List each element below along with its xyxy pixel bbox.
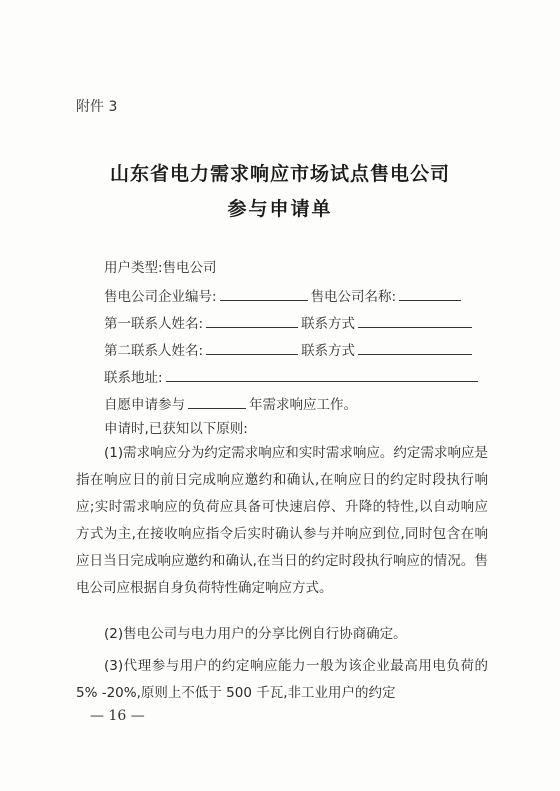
contact1-row — [104, 313, 475, 333]
page-title-line2: 参与申请单 — [227, 198, 333, 220]
contact2-phone-field[interactable] — [358, 340, 472, 355]
contact1-phone-label: 联系方式 — [301, 316, 356, 332]
address-row — [104, 367, 481, 387]
company-no-label: 售电公司企业编号: — [104, 289, 217, 305]
attachment-label: 附件 3 — [76, 99, 118, 115]
principle-paragraph-3: (3)代理参与用户的约定响应能力一般为该企业最高用电负荷的 5% -20%,原则上不低于 500 千瓦,非工业用户的约定 — [76, 658, 488, 701]
contact2-phone-label: 联系方式 — [301, 343, 356, 359]
principles-intro: 申请时,已获知以下原则: — [104, 421, 248, 437]
contact2-name-label: 第二联系人姓名: — [104, 343, 204, 359]
page-title-line1: 山东省电力需求响应市场试点售电公司 — [109, 163, 450, 185]
apply-suffix-text: 年需求响应工作。 — [249, 397, 357, 413]
contact1-phone-field[interactable] — [358, 313, 472, 328]
company-name-label: 售电公司名称: — [310, 289, 397, 305]
company-no-row — [104, 286, 464, 306]
principle-paragraph-2: (2)售电公司与电力用户的分享比例自行协商确定。 — [104, 626, 407, 642]
contact1-name-field[interactable] — [206, 313, 298, 328]
address-label: 联系地址: — [104, 370, 163, 386]
address-field[interactable] — [166, 367, 478, 382]
principle-paragraph-1: (1)需求响应分为约定需求响应和实时需求响应。约定需求响应是指在响应日的前日完成响应邀约和确认,在响应日的约定时段执行响应;实时需求响应的负荷应具备可快速启停、升降的特性,以自动响应方式为主,在接收响应指令后实时确认参与并响应到位,同时包含在响应日当日完成响应邀约和确认,在当日的约定时段执行响应的情况。售电公司应根据自身负荷特性确定响应方式。 — [76, 445, 488, 596]
contact2-name-field[interactable] — [206, 340, 298, 355]
company-name-field[interactable] — [399, 286, 461, 301]
apply-year-row — [104, 394, 357, 414]
user-type-line: 用户类型:售电公司 — [104, 260, 217, 276]
contact1-name-label: 第一联系人姓名: — [104, 316, 204, 332]
page-number: — 16 — — [90, 708, 145, 724]
company-no-field[interactable] — [220, 286, 308, 301]
contact2-row — [104, 340, 475, 360]
apply-year-field[interactable] — [188, 394, 246, 409]
apply-prefix-text: 自愿申请参与 — [104, 397, 185, 413]
